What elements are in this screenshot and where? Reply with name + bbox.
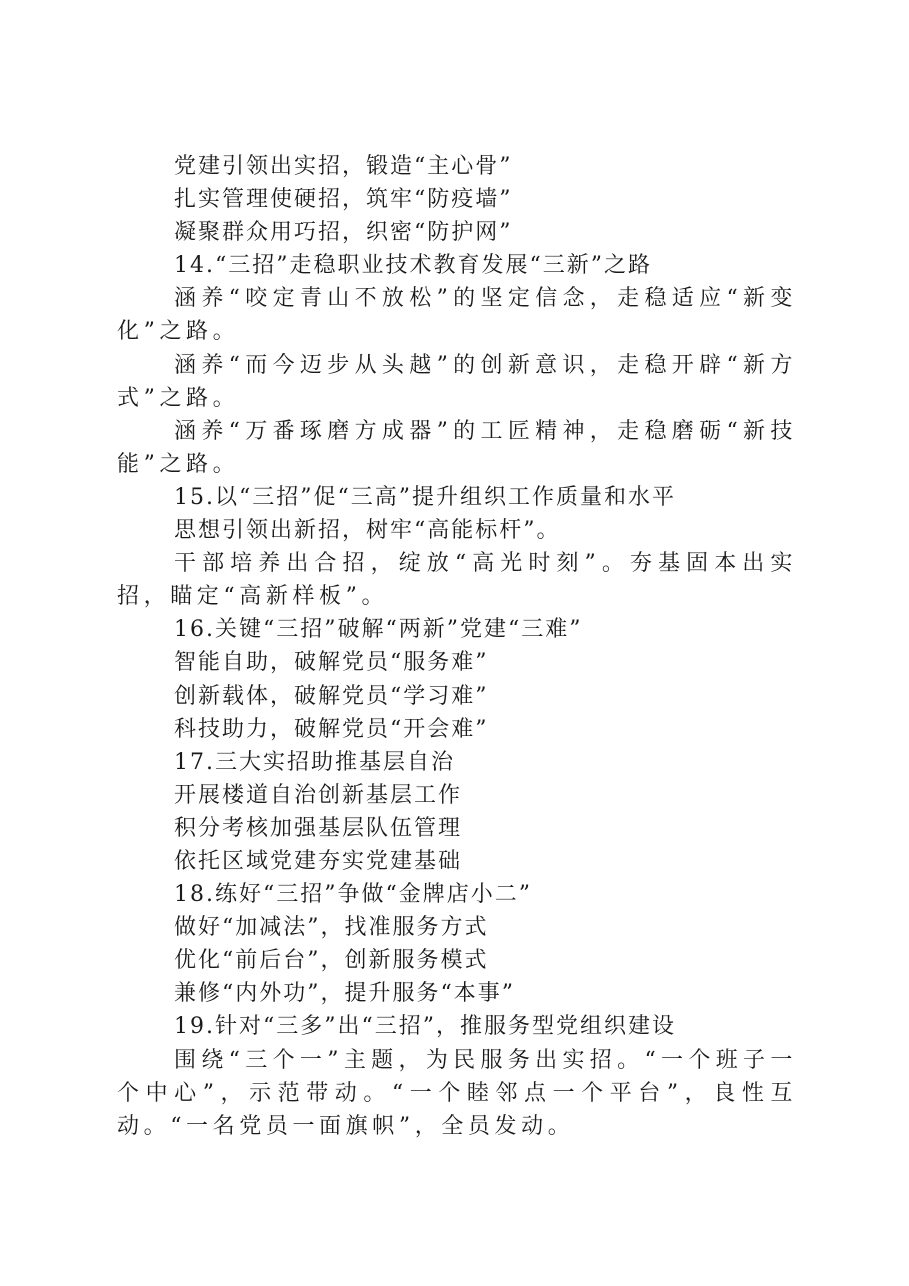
list-item: 科技助力，破解党员“开会难”	[174, 716, 489, 742]
paragraph: 涵养“万番琢磨方成器”的工匠精神，走稳磨砺“新技能”之路。	[117, 418, 797, 477]
paragraph: 围绕“三个一”主题，为民服务出实招。“一个班子一个中心”，示范带动。“一个睦邻点一个平台”，良性互动。“一名党员一面旗帜”，全员发动。	[117, 1047, 797, 1139]
section-heading: 16.关键“三招”破解“两新”党建“三难”	[174, 617, 583, 643]
list-item: 兼修“内外功”，提升服务“本事”	[174, 981, 515, 1007]
list-item: 依托区域党建夯实党建基础	[174, 848, 463, 874]
document-body	[117, 150, 797, 1143]
section-heading: 14.“三招”走稳职业技术教育发展“三新”之路	[174, 253, 652, 279]
paragraph: 涵养“咬定青山不放松”的坚定信念，走稳适应“新变化”之路。	[117, 286, 797, 345]
list-item: 智能自助，破解党员“服务难”	[174, 650, 489, 676]
list-item: 积分考核加强基层队伍管理	[174, 815, 463, 841]
list-item: 凝聚群众用巧招，织密“防护网”	[174, 220, 513, 246]
list-item: 优化“前后台”，创新服务模式	[174, 948, 489, 974]
list-item: 扎实管理使硬招，筑牢“防疫墙”	[174, 187, 513, 213]
list-item: 创新载体，破解党员“学习难”	[174, 683, 489, 709]
paragraph: 干部培养出合招，绽放“高光时刻”。夯基固本出实招，瞄定“高新样板”。	[117, 551, 797, 610]
paragraph: 涵养“而今迈步从头越”的创新意识，走稳开辟“新方式”之路。	[117, 352, 797, 411]
list-item: 党建引领出实招，锻造“主心骨”	[174, 154, 513, 179]
list-item: 思想引领出新招，树牢“高能标杆”。	[174, 518, 561, 544]
section-heading: 15.以“三招”促“三高”提升组织工作质量和水平	[174, 484, 676, 510]
section-heading: 17.三大实招助推基层自治	[174, 749, 455, 775]
list-item: 开展楼道自治创新基层工作	[174, 782, 463, 808]
section-heading: 19.针对“三多”出“三招”，推服务型党组织建设	[174, 1014, 676, 1040]
list-item: 做好“加减法”，找准服务方式	[174, 915, 489, 941]
section-heading: 18.练好“三招”争做“金牌店小二”	[174, 882, 532, 908]
